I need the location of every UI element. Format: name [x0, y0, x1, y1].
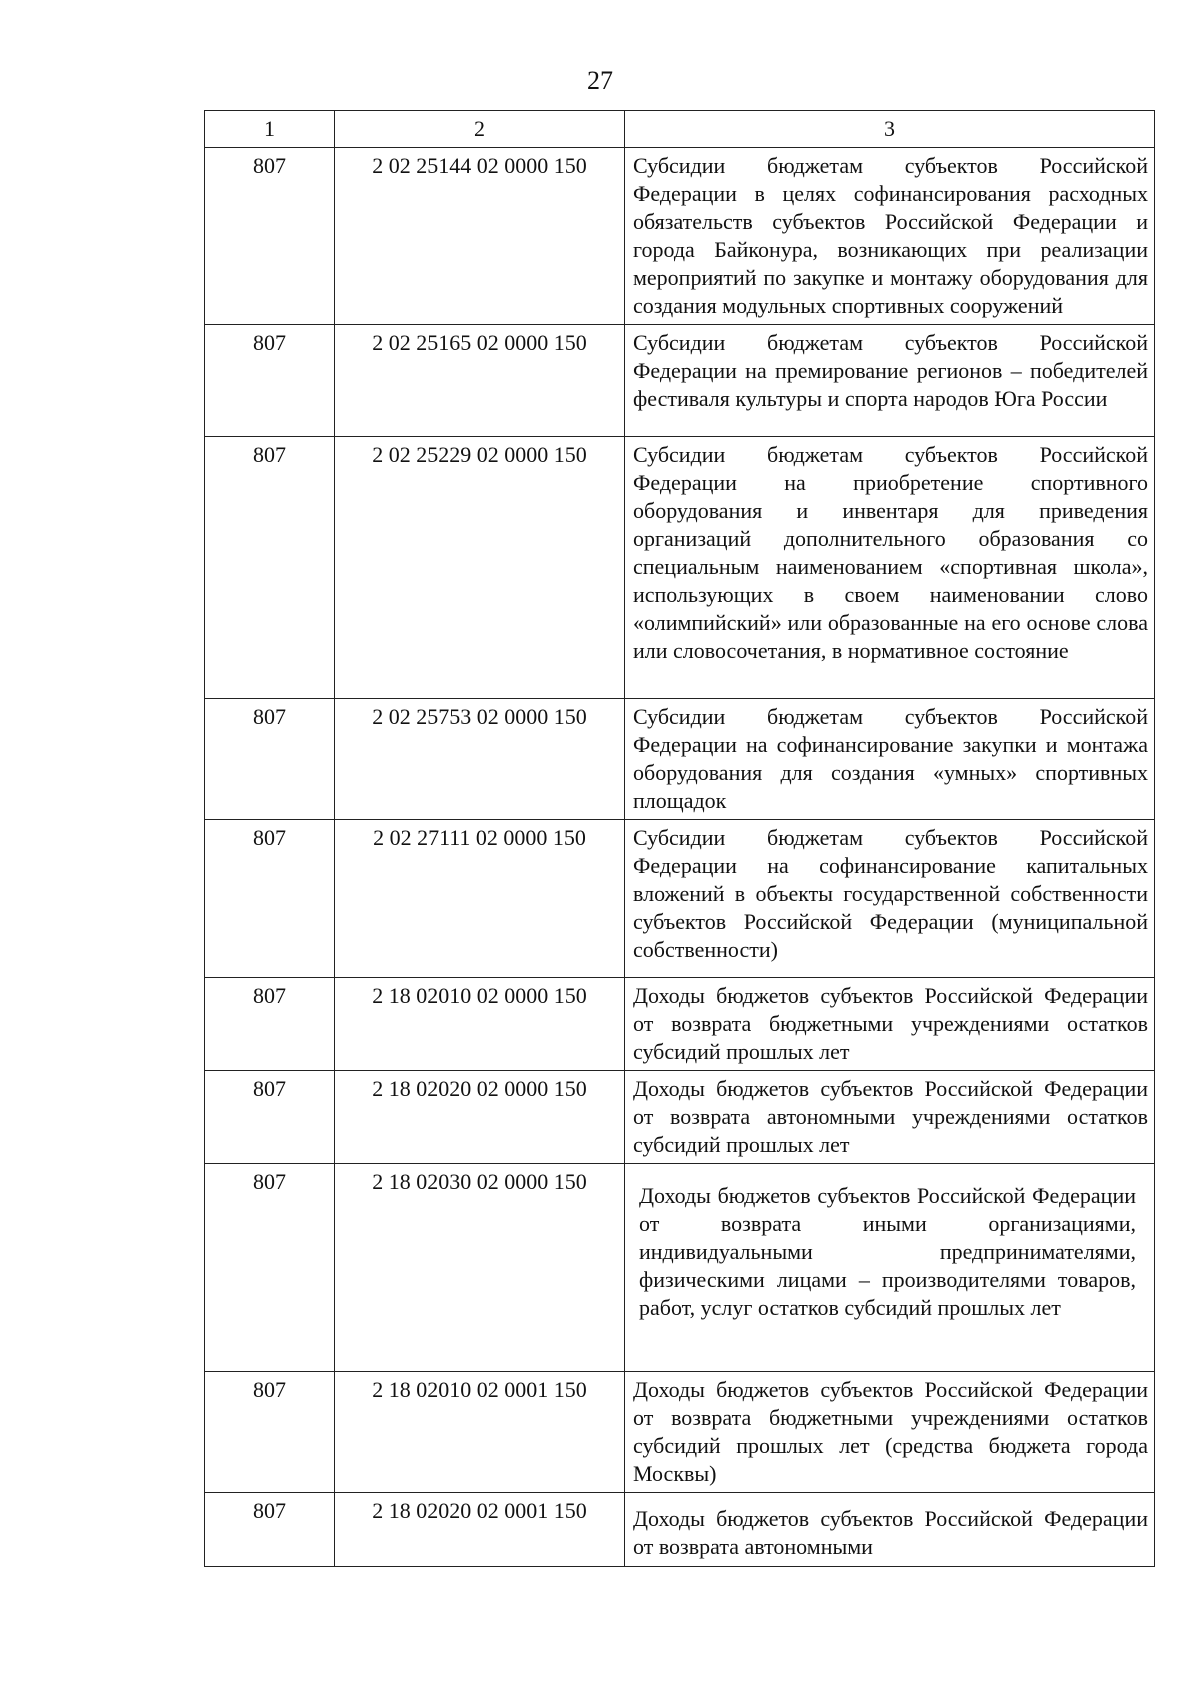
income-code-cell: 2 18 02020 02 0000 150	[335, 1071, 625, 1164]
table-row	[205, 1071, 1155, 1164]
budget-classification-table	[204, 110, 1155, 1567]
description-cell	[625, 1071, 1155, 1164]
description-text: Доходы бюджетов субъектов Российской Федерации от возврата автономными	[633, 1506, 1148, 1559]
column-header-1: 1	[205, 111, 335, 148]
table-row	[205, 699, 1155, 820]
description-text: Доходы бюджетов субъектов Российской Федерации от возврата бюджетными учреждениями остатков субсидий прошлых лет (средства бюджета города Москвы)	[633, 1377, 1148, 1486]
description-cell	[625, 820, 1155, 978]
description-text: Субсидии бюджетам субъектов Российской Федерации на премирование регионов – победителей фестиваля культуры и спорта народов Юга России	[633, 330, 1148, 411]
table-row	[205, 1493, 1155, 1567]
income-code-cell: 2 02 25753 02 0000 150	[335, 699, 625, 820]
column-header-3: 3	[625, 111, 1155, 148]
description-cell	[625, 1372, 1155, 1493]
income-code-cell: 2 18 02010 02 0001 150	[335, 1372, 625, 1493]
description-text: Доходы бюджетов субъектов Российской Федерации от возврата иными организациями, индивидуальными предпринимателями, физическими лицами – производителями товаров, работ, услуг остатков субсидий прошлых лет	[639, 1183, 1136, 1320]
description-text: Субсидии бюджетам субъектов Российской Федерации в целях софинансирования расходных обязательств субъектов Российской Федерации и города Байконура, возникающих при реализации мероприятий по закупке и монтажу оборудования для создания модульных спортивных сооружений	[633, 153, 1148, 318]
admin-code-cell: 807	[205, 1071, 335, 1164]
table-row	[205, 437, 1155, 699]
description-cell	[625, 699, 1155, 820]
income-code-cell: 2 18 02030 02 0000 150	[335, 1164, 625, 1372]
income-code-cell: 2 02 27111 02 0000 150	[335, 820, 625, 978]
page-number: 27	[587, 66, 613, 95]
description-text: Субсидии бюджетам субъектов Российской Федерации на приобретение спортивного оборудования и инвентаря для приведения организаций дополнительного образования со специальным наименованием «спортивная школа», использующих в своем наименовании слово «олимпийский» или образованные на его основе слова или словосочетания, в нормативное состояние	[633, 442, 1148, 663]
table-header-row	[205, 111, 1155, 148]
income-code-cell: 2 02 25229 02 0000 150	[335, 437, 625, 699]
admin-code-cell: 807	[205, 437, 335, 699]
description-text: Субсидии бюджетам субъектов Российской Федерации на софинансирование капитальных вложений в объекты государственной собственности субъектов Российской Федерации (муниципальной собственности)	[633, 825, 1148, 962]
income-code-cell: 2 02 25165 02 0000 150	[335, 325, 625, 437]
description-text: Доходы бюджетов субъектов Российской Федерации от возврата автономными учреждениями остатков субсидий прошлых лет	[633, 1076, 1148, 1157]
admin-code-cell: 807	[205, 699, 335, 820]
description-cell	[625, 1493, 1155, 1567]
table-row	[205, 1164, 1155, 1372]
admin-code-cell: 807	[205, 1372, 335, 1493]
admin-code-cell: 807	[205, 820, 335, 978]
description-cell	[625, 437, 1155, 699]
description-cell	[625, 148, 1155, 325]
column-header-2: 2	[335, 111, 625, 148]
admin-code-cell: 807	[205, 148, 335, 325]
table-row	[205, 148, 1155, 325]
admin-code-cell: 807	[205, 978, 335, 1071]
table-row	[205, 1372, 1155, 1493]
admin-code-cell: 807	[205, 325, 335, 437]
description-text: Субсидии бюджетам субъектов Российской Федерации на софинансирование закупки и монтажа оборудования для создания «умных» спортивных площадок	[633, 704, 1148, 813]
income-code-cell: 2 18 02010 02 0000 150	[335, 978, 625, 1071]
admin-code-cell: 807	[205, 1493, 335, 1567]
description-cell	[625, 325, 1155, 437]
table-row	[205, 325, 1155, 437]
income-code-cell: 2 18 02020 02 0001 150	[335, 1493, 625, 1567]
description-cell	[625, 978, 1155, 1071]
income-code-cell: 2 02 25144 02 0000 150	[335, 148, 625, 325]
description-text: Доходы бюджетов субъектов Российской Федерации от возврата бюджетными учреждениями остатков субсидий прошлых лет	[633, 983, 1148, 1064]
table-row	[205, 820, 1155, 978]
description-cell	[625, 1164, 1155, 1372]
table-row	[205, 978, 1155, 1071]
admin-code-cell: 807	[205, 1164, 335, 1372]
